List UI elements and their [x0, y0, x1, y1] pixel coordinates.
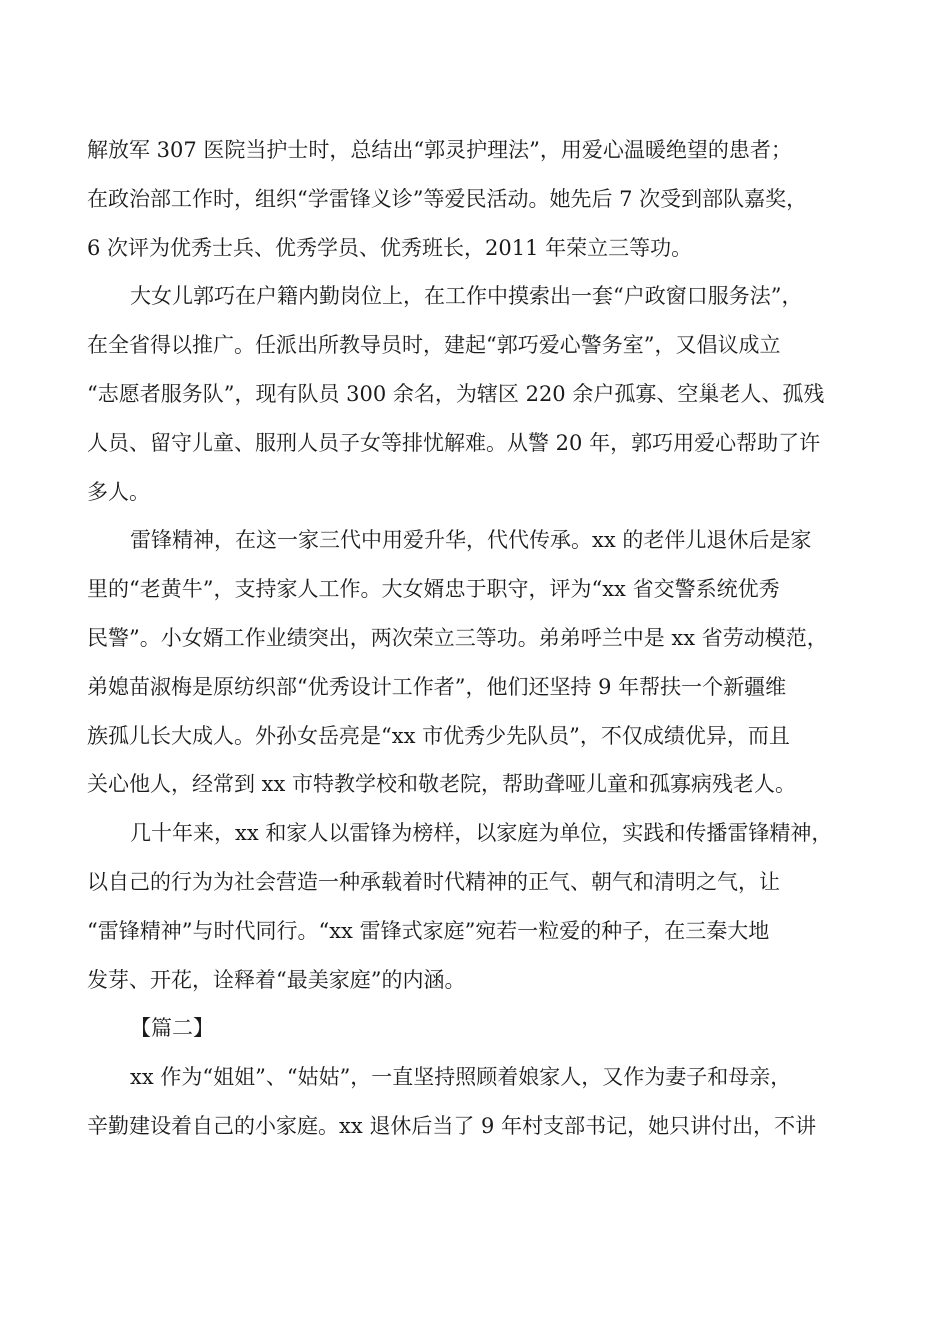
text-line: 在全省得以推广。任派出所教导员时，建起“郭巧爱心警务室”，又倡议成立 [87, 333, 781, 358]
text-line: 辛勤建设着自己的小家庭。xx 退休后当了 9 年村支部书记，她只讲付出，不讲 [87, 1113, 817, 1138]
text-line: “雷锋精神”与时代同行。“xx 雷锋式家庭”宛若一粒爱的种子，在三秦大地 [87, 918, 770, 943]
text-line: 民警”。小女婿工作业绩突出，两次荣立三等功。弟弟呼兰中是 xx 省劳动模范， [87, 625, 828, 650]
text-line: 人员、留守儿童、服刑人员子女等排忧解难。从警 20 年，郭巧用爱心帮助了许 [87, 430, 821, 455]
text-line: 以自己的行为为社会营造一种承载着时代精神的正气、朝气和清明之气，让 [87, 869, 780, 894]
text-line: 6 次评为优秀士兵、优秀学员、优秀班长，2011 年荣立三等功。 [87, 235, 693, 260]
text-line: 关心他人，经常到 xx 市特教学校和敬老院，帮助聋哑儿童和孤寡病残老人。 [87, 772, 797, 797]
paragraph-first-line: xx 作为“姐姐”、“姑姑”，一直坚持照顾着娘家人，又作为妻子和母亲， [130, 1065, 792, 1090]
text-line: “志愿者服务队”，现有队员 300 余名，为辖区 220 余户孤寡、空巢老人、孤残 [87, 381, 825, 406]
text-line: 解放军 307 医院当护士时，总结出“郭灵护理法”，用爱心温暖绝望的患者； [87, 138, 792, 162]
paragraph-first-line: 雷锋精神，在这一家三代中用爱升华，代代传承。xx 的老伴儿退休后是家 [130, 528, 812, 553]
text-line: 发芽、开花，诠释着“最美家庭”的内涵。 [87, 967, 466, 992]
text-line: 弟媳苗淑梅是原纺织部“优秀设计工作者”，他们还坚持 9 年帮扶一个新疆维 [87, 674, 787, 699]
text-line: 族孤儿长大成人。外孙女岳亮是“xx 市优秀少先队员”，不仅成绩优异，而且 [87, 723, 790, 748]
paragraph-first-line: 几十年来，xx 和家人以雷锋为榜样，以家庭为单位，实践和传播雷锋精神， [130, 821, 833, 846]
paragraph-first-line: 大女儿郭巧在户籍内勤岗位上，在工作中摸索出一套“户政窗口服务法”， [130, 284, 803, 309]
text-line: 在政治部工作时，组织“学雷锋义诊”等爱民活动。她先后 7 次受到部队嘉奖， [87, 186, 808, 211]
document-body [87, 126, 863, 1151]
text-line: 多人。 [87, 479, 150, 504]
text-line: 里的“老黄牛”，支持家人工作。大女婿忠于职守，评为“xx 省交警系统优秀 [87, 577, 780, 602]
section-heading: 【篇二】 [130, 1016, 214, 1041]
